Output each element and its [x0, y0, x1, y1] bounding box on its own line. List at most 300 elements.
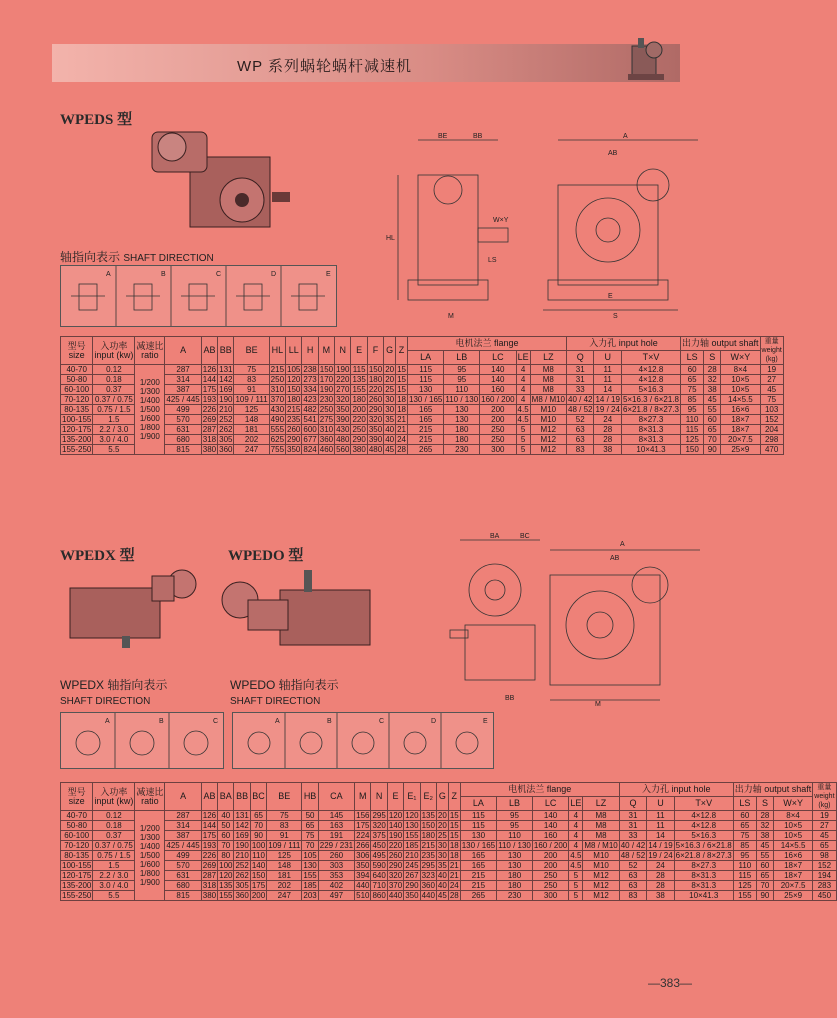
table-cell: 120	[287, 375, 301, 384]
table-cell: 19 / 24	[648, 851, 673, 860]
table-cell: 83	[267, 821, 302, 831]
table-cell: 210	[405, 851, 419, 860]
wpedx-shaft-direction-diagram	[60, 712, 224, 769]
table-cell: 65	[704, 425, 721, 435]
table-cell: M10	[530, 405, 566, 415]
table-cell: 31	[567, 365, 594, 375]
table-cell: 65	[813, 841, 836, 851]
table-cell: 109 / 111	[235, 395, 268, 404]
table-cell: 60-100	[61, 831, 93, 841]
table-cell: 103	[760, 405, 783, 415]
table-cell: 91	[234, 385, 269, 395]
table-cell: 130	[497, 861, 533, 871]
table-row	[61, 435, 784, 445]
svg-text:BB: BB	[505, 695, 515, 702]
col-header: BE	[267, 783, 302, 811]
table-cell: 4.5	[570, 851, 582, 860]
table-cell: 75	[267, 811, 302, 821]
table-cell: 14 / 19	[648, 841, 673, 850]
table-cell: 220	[388, 841, 403, 850]
table-cell: 323	[421, 871, 435, 880]
table-cell: 31	[619, 821, 646, 831]
table-cell: 5×16.3	[621, 385, 680, 395]
table-cell: 215	[270, 365, 285, 374]
table-cell: 4	[516, 385, 530, 395]
table-cell: 4×12.8	[621, 375, 680, 385]
table-cell: 215	[421, 841, 435, 850]
svg-text:E: E	[483, 718, 488, 725]
table-cell: 60	[681, 365, 704, 375]
col-header: BE	[234, 337, 269, 365]
table-cell: 10×5	[773, 821, 812, 831]
col-header: BB	[234, 783, 250, 811]
table-cell: 40	[437, 871, 447, 880]
table-cell: 230	[319, 395, 334, 404]
col-header: T×V	[674, 797, 733, 811]
table-cell: 334	[303, 385, 317, 394]
table-cell: 203	[303, 891, 317, 900]
table-cell: 24	[449, 881, 459, 890]
table-cell: 98	[813, 851, 836, 861]
table-cell: 83	[567, 445, 594, 455]
table-cell: 350	[336, 405, 350, 414]
table-cell: 265	[408, 445, 444, 455]
table-cell: 70	[756, 881, 773, 891]
table-header-row	[61, 783, 837, 797]
table-cell: 130 / 165	[409, 395, 443, 404]
table-cell: 45	[704, 395, 721, 405]
table-cell: 152	[760, 415, 783, 425]
table-cell: 380	[202, 891, 217, 900]
table-cell: 83	[619, 891, 646, 901]
svg-text:B: B	[161, 271, 166, 278]
svg-text:BE: BE	[438, 133, 448, 140]
col-header: LL	[286, 337, 302, 365]
table-cell: 394	[356, 871, 370, 880]
table-cell: 169	[219, 385, 233, 394]
table-cell: 150	[368, 365, 383, 374]
table-cell: 18×7	[773, 871, 812, 881]
table-cell: M12	[583, 891, 619, 901]
table-cell: 60	[756, 861, 773, 871]
table-cell: 350	[356, 861, 370, 870]
table-cell: 0.37	[93, 831, 135, 841]
col-header: LC	[480, 351, 516, 365]
table-row	[61, 891, 837, 901]
table-cell: 310	[270, 385, 285, 394]
table-cell: 20	[437, 811, 447, 820]
table-cell: 300	[532, 891, 568, 901]
table-cell: 680	[165, 435, 201, 445]
table-cell: 25×9	[773, 891, 812, 901]
table-cell: 160 / 200	[481, 395, 515, 404]
col-header: BC	[250, 783, 266, 811]
col-header: LZ	[583, 797, 619, 811]
table-cell: 160	[532, 831, 568, 841]
table-cell: 100	[219, 861, 233, 870]
table-row	[61, 851, 837, 861]
table-cell: 353	[318, 871, 354, 881]
table-cell: 21	[449, 861, 459, 870]
table-cell: 24	[594, 415, 621, 425]
table-cell: 252	[235, 861, 249, 870]
table-cell: 48 / 52	[620, 851, 646, 860]
table-cell: 290	[352, 435, 366, 444]
table-cell: 140	[480, 375, 516, 385]
table-cell: 19	[760, 365, 783, 375]
ratio-cell: 1/200 1/300 1/400 1/500 1/600 1/800 1/900	[135, 811, 165, 901]
table-cell: 126	[202, 365, 217, 374]
table-cell: 490	[270, 415, 285, 424]
wpedo-shaft-direction-diagram	[232, 712, 494, 769]
table-cell: 60	[218, 831, 234, 841]
table-cell: 110 / 130	[498, 841, 531, 850]
col-header: E₁	[404, 783, 420, 811]
wpeds-spec-table	[60, 336, 784, 455]
table-cell: 140	[532, 811, 568, 821]
table-cell: 19	[813, 811, 836, 821]
table-row	[61, 375, 784, 385]
table-cell: 130	[408, 385, 444, 395]
table-cell: 262	[235, 871, 249, 880]
svg-text:BC: BC	[520, 533, 530, 540]
col-header: HB	[302, 783, 318, 811]
table-cell: 15	[449, 811, 459, 820]
svg-text:M: M	[595, 701, 601, 708]
svg-text:A: A	[106, 271, 111, 278]
table-cell: 185	[405, 841, 419, 850]
wpedx-wpedo-spec-table	[60, 782, 837, 901]
table-cell: 250	[532, 871, 568, 881]
table-cell: 4	[569, 841, 583, 851]
table-cell: 815	[165, 891, 201, 901]
svg-text:B: B	[159, 718, 164, 725]
table-cell: 273	[303, 375, 317, 384]
table-cell: M10	[530, 415, 566, 425]
col-header: Q	[619, 797, 646, 811]
table-cell: 11	[594, 375, 621, 385]
table-cell: 290	[405, 881, 419, 890]
table-cell: 815	[165, 445, 201, 455]
table-row	[61, 831, 837, 841]
table-cell: 45	[437, 891, 447, 900]
table-cell: 115	[352, 365, 366, 374]
table-cell: 150	[421, 821, 435, 830]
col-header: LS	[681, 351, 704, 365]
table-cell: 275	[319, 415, 334, 424]
svg-text:D: D	[431, 718, 437, 725]
table-cell: 142	[235, 821, 249, 830]
col-size: 型号 size	[61, 783, 93, 811]
table-cell: 4	[569, 831, 583, 841]
table-cell: 430	[270, 405, 285, 414]
table-cell: 180	[444, 425, 480, 435]
table-cell: 193	[202, 841, 217, 850]
table-cell: 120-175	[62, 871, 92, 880]
col-group-flange: 电机法兰 flange	[408, 337, 567, 351]
table-cell: 25×9	[721, 445, 760, 455]
page-title: WP 系列蜗轮蜗杆减速机	[237, 58, 413, 75]
table-cell: 32	[756, 821, 773, 831]
table-cell: 135-200	[62, 881, 92, 890]
table-cell: 247	[234, 445, 269, 455]
table-cell: 10×5	[721, 375, 760, 385]
wpeds-dimension-drawing	[378, 130, 723, 322]
table-header-row	[61, 337, 784, 351]
table-cell: 18	[397, 405, 406, 414]
table-cell: M12	[583, 881, 619, 891]
table-cell: 100-155	[62, 861, 92, 870]
table-cell: 5	[569, 881, 583, 891]
col-header: U	[594, 351, 621, 365]
table-cell: 306	[356, 851, 370, 860]
table-cell: 6×21.8 / 8×27.3	[675, 851, 732, 860]
table-cell: 287	[165, 811, 201, 821]
table-cell: M8	[583, 831, 619, 841]
svg-text:A: A	[620, 541, 625, 548]
table-cell: 8×27.3	[621, 415, 680, 425]
table-cell: 6×21.8 / 8×27.3	[622, 405, 679, 414]
col-header: A	[165, 783, 201, 811]
table-cell: 860	[372, 891, 386, 900]
col-header: BB	[218, 337, 234, 365]
col-header: LE	[516, 351, 530, 365]
table-cell: 266	[356, 841, 370, 850]
table-cell: 600	[303, 425, 317, 434]
table-cell: 35	[385, 415, 395, 424]
table-cell: 65	[250, 811, 266, 821]
table-cell: 470	[760, 445, 783, 455]
table-cell: 150	[319, 365, 334, 374]
table-cell: 115	[733, 871, 756, 881]
table-cell: 270	[336, 385, 350, 394]
table-cell: 28	[647, 881, 674, 891]
table-cell: 35	[437, 861, 447, 870]
table-cell: M8	[530, 385, 566, 395]
table-cell: 482	[303, 405, 317, 414]
table-cell: 28	[594, 425, 621, 435]
table-cell: 320	[372, 821, 386, 830]
table-cell: 140	[388, 821, 403, 830]
svg-text:W×Y: W×Y	[493, 217, 509, 224]
table-cell: 250	[270, 375, 285, 384]
table-cell: 180	[444, 435, 480, 445]
table-cell: 28	[449, 891, 459, 900]
table-cell: 0.18	[93, 821, 135, 831]
table-cell: 269	[202, 861, 217, 870]
table-cell: 247	[267, 891, 302, 901]
table-cell: 295	[421, 861, 435, 870]
col-header: M	[318, 337, 334, 365]
col-group-output-shaft: 出力轴 output shaft	[733, 783, 813, 797]
table-cell: 15	[449, 821, 459, 830]
table-cell: 40 / 42	[620, 841, 646, 850]
table-cell: 150	[681, 445, 704, 455]
table-cell: 194	[813, 871, 836, 881]
col-header: CA	[318, 783, 354, 811]
table-cell: 135	[219, 881, 233, 890]
table-cell: 152	[813, 861, 836, 871]
table-cell: M8	[530, 365, 566, 375]
table-cell: 130	[405, 821, 419, 830]
table-cell: 120-175	[62, 425, 92, 434]
table-cell: 80-135	[61, 405, 93, 415]
table-cell: 200	[251, 891, 266, 900]
table-cell: 350	[287, 445, 301, 454]
table-cell: 450	[813, 891, 836, 901]
table-cell: 165	[460, 861, 496, 871]
table-cell: 180	[421, 831, 435, 840]
table-cell: 4	[569, 811, 583, 821]
table-cell: 824	[303, 445, 317, 454]
table-cell: 0.75 / 1.5	[93, 851, 135, 861]
table-cell: 305	[235, 881, 249, 890]
table-cell: 45	[760, 385, 783, 395]
svg-text:LS: LS	[488, 257, 497, 264]
table-cell: 50	[302, 811, 318, 821]
table-cell: 390	[336, 415, 350, 424]
table-cell: 1.5	[93, 415, 135, 425]
table-cell: 142	[219, 375, 233, 384]
table-cell: 155	[733, 891, 756, 901]
col-header: A	[165, 337, 201, 365]
table-cell: 60	[704, 415, 721, 425]
table-cell: 65	[302, 821, 318, 831]
table-cell: 5	[516, 445, 530, 455]
table-cell: 30	[437, 851, 447, 860]
table-cell: 50-80	[61, 821, 93, 831]
table-cell: 14×5.5	[773, 841, 812, 851]
table-cell: 14	[647, 831, 674, 841]
table-cell: M12	[530, 435, 566, 445]
table-cell: 215	[408, 425, 444, 435]
table-cell: 4.5	[517, 405, 529, 414]
table-cell: 50	[218, 821, 234, 831]
wpeds-model-title: WPEDS 型	[60, 112, 133, 128]
table-cell: 190	[336, 365, 350, 374]
table-cell: 300	[480, 445, 516, 455]
table-cell: 430	[336, 425, 350, 434]
table-cell: 360	[235, 891, 249, 900]
col-header: S	[756, 797, 773, 811]
svg-text:AB: AB	[608, 150, 618, 157]
table-cell: 191	[318, 831, 354, 841]
table-cell: 260	[287, 425, 301, 434]
table-cell: 4×12.8	[674, 811, 733, 821]
table-cell: 55	[756, 851, 773, 861]
table-cell: 130	[497, 851, 533, 861]
table-cell: 135-200	[62, 435, 92, 444]
table-cell: 14×5.5	[721, 395, 760, 405]
col-header: Z	[396, 337, 408, 365]
table-cell: 165	[408, 415, 444, 425]
table-cell: 14 / 19	[595, 395, 620, 404]
table-cell: M8 / M10	[584, 841, 618, 850]
table-row	[61, 395, 784, 405]
table-cell: 5×16.3	[674, 831, 733, 841]
table-cell: 4×12.8	[674, 821, 733, 831]
table-cell: 460	[319, 445, 334, 454]
table-cell: 631	[165, 425, 201, 435]
table-cell: 16×6	[773, 851, 812, 861]
table-cell: 260	[368, 395, 383, 404]
table-cell: 140	[480, 365, 516, 375]
table-cell: 0.37 / 0.75	[93, 395, 135, 405]
table-cell: 215	[460, 881, 496, 891]
table-cell: 135	[421, 811, 435, 820]
table-cell: 229 / 231	[319, 841, 354, 850]
table-cell: 250	[480, 435, 516, 445]
table-cell: 318	[202, 881, 217, 890]
wpedx-model-title: WPEDX 型	[60, 548, 135, 564]
table-cell: 350	[368, 425, 383, 434]
table-cell: 200	[480, 405, 516, 415]
col-header: LA	[408, 351, 444, 365]
table-cell: 202	[267, 881, 302, 891]
table-cell: 510	[356, 891, 370, 900]
table-cell: 245	[405, 861, 419, 870]
table-cell: 105	[303, 851, 317, 860]
table-cell: 4	[569, 821, 583, 831]
table-cell: 21	[397, 415, 406, 424]
table-cell: 287	[165, 365, 201, 375]
table-cell: 10×41.3	[621, 445, 680, 455]
table-cell: 80-135	[61, 851, 93, 861]
table-cell: 130	[460, 831, 496, 841]
table-cell: M10	[583, 861, 619, 871]
col-group-output-shaft: 出力轴 output shaft	[681, 337, 761, 351]
wpeds-shaft-direction-diagram	[60, 265, 337, 327]
table-cell: 150	[287, 385, 301, 394]
svg-text:A: A	[275, 718, 280, 725]
table-cell: 83	[234, 375, 269, 385]
table-cell: 260	[388, 851, 403, 860]
table-cell: 38	[756, 831, 773, 841]
table-cell: 8×31.3	[621, 425, 680, 435]
table-cell: 590	[372, 861, 386, 870]
table-cell: 185	[303, 881, 317, 890]
table-cell: 10×5	[721, 385, 760, 395]
table-cell: 314	[165, 375, 201, 385]
table-cell: 269	[202, 415, 217, 424]
table-cell: 125	[267, 851, 302, 861]
table-cell: 320	[368, 415, 383, 424]
table-cell: 125	[234, 405, 269, 415]
col-header: LA	[460, 797, 496, 811]
table-cell: 287	[202, 871, 217, 880]
table-row	[61, 841, 837, 851]
table-cell: 180	[497, 881, 533, 891]
table-cell: 40	[385, 435, 395, 444]
table-cell: 8×31.3	[621, 435, 680, 445]
table-cell: 181	[267, 871, 302, 881]
table-cell: 163	[318, 821, 354, 831]
col-header: G	[436, 783, 448, 811]
table-cell: 63	[619, 871, 646, 881]
col-header: F	[367, 337, 383, 365]
table-cell: 380	[202, 445, 217, 454]
table-cell: 155	[405, 831, 419, 840]
wpedx-shaft-direction-title: WPEDX 轴指向表示 SHAFT DIRECTION	[60, 678, 168, 707]
table-cell: 70	[250, 821, 266, 831]
table-cell: 0.37 / 0.75	[93, 841, 135, 851]
table-cell: 18×7	[721, 425, 760, 435]
table-cell: 423	[303, 395, 317, 404]
col-header: Q	[567, 351, 594, 365]
table-cell: 156	[356, 811, 370, 820]
table-cell: 125	[681, 435, 704, 445]
table-cell: 31	[567, 375, 594, 385]
